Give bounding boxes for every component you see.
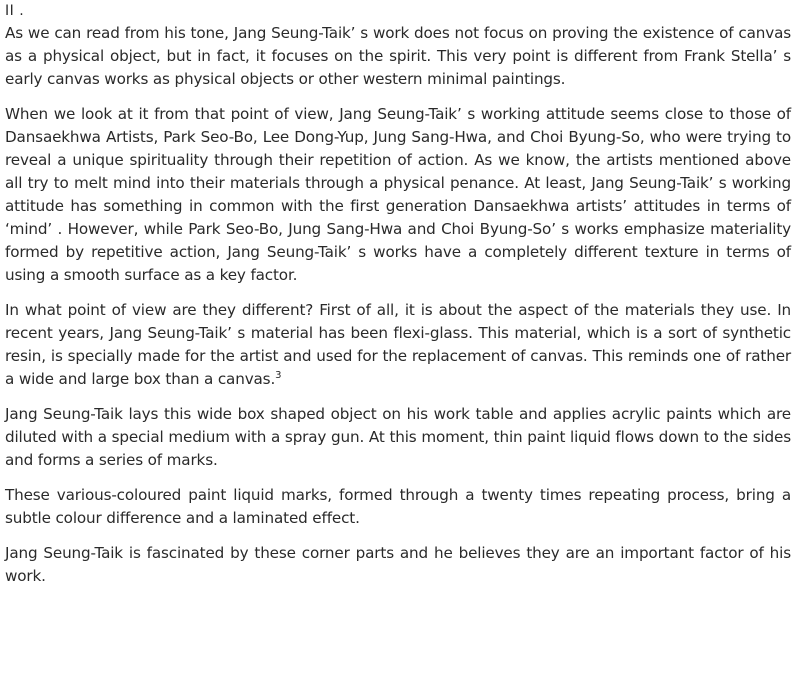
paragraph-4: Jang Seung-Taik lays this wide box shaped object on his work table and applies acrylic paints which are diluted with a special medium with a spray gun. At this moment, thin paint liquid flows down to the sides and forms a series of marks.	[5, 405, 791, 469]
paragraph-5: These various-coloured paint liquid marks, formed through a twenty times repeating process, bring a subtle colour difference and a laminated effect.	[5, 486, 791, 527]
document-page	[5, 0, 791, 600]
paragraph-6: Jang Seung-Taik is fascinated by these corner parts and he believes they are an important factor of his work.	[5, 544, 791, 585]
paragraph-3	[5, 299, 791, 391]
paragraph-2: When we look at it from that point of view, Jang Seung-Taik’ s working attitude seems close to those of Dansaekhwa Artists, Park Seo-Bo, Lee Dong-Yup, Jung Sang-Hwa, and Choi Byung-So, who were trying to reveal a unique spirituality through their repetition of action. As we know, the artists mentioned above all try to melt mind into their materials through a physical penance. At least, Jang Seung-Taik’ s working attitude has something in common with the first generation Dansaekhwa artists’ attitudes in terms of ‘mind’ . However, while Park Seo-Bo, Jung Sang-Hwa and Choi Byung-So’ s works emphasize materiality formed by repetitive action, Jang Seung-Taik’ s works have a completely different texture in terms of using a smooth surface as a key factor.	[5, 105, 791, 284]
footnote-ref: 3	[275, 369, 282, 381]
section-marker: II .	[5, 3, 25, 19]
paragraph-1: As we can read from his tone, Jang Seung-Taik’ s work does not focus on proving the existence of canvas as a physical object, but in fact, it focuses on the spirit. This very point is different from Frank Stella’ s early canvas works as physical objects or other western minimal paintings.	[5, 24, 791, 88]
paragraph-3-text: In what point of view are they different? First of all, it is about the aspect of the materials they use. In recent years, Jang Seung-Taik’ s material has been flexi-glass. This material, which is a sort of synthetic resin, is specially made for the artist and used for the replacement of canvas. This reminds one of rather a wide and large box than a canvas.	[5, 301, 791, 388]
